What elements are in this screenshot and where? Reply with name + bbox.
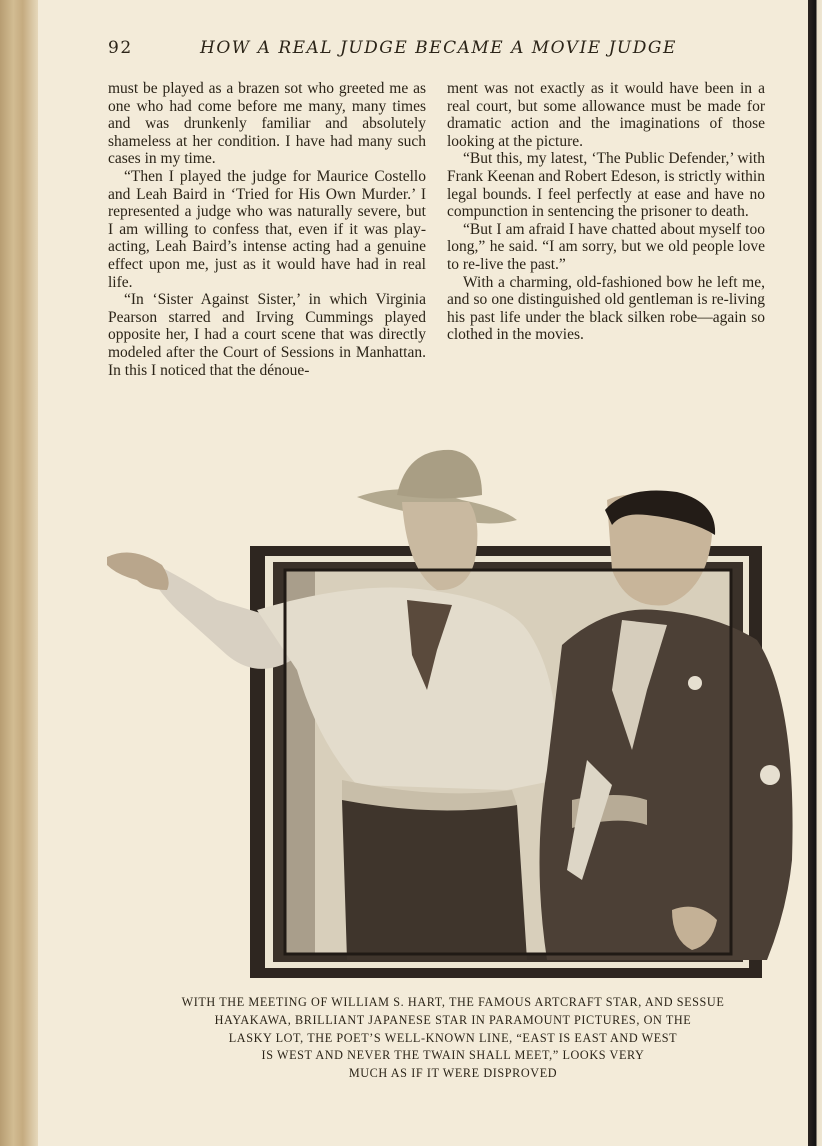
paragraph: With a charming, old-fashioned bow he left me, and so one distinguished old gentleman is re-living his past life under the black silken robe—again so clothed in the movies. — [447, 273, 765, 344]
left-column — [108, 80, 426, 379]
paragraph: “But this, my latest, ‘The Public Defender,’ with Frank Keenan and Robert Edeson, is strictly within legal bounds. I feel perfectly at ease and have no compunction in sentencing the prisoner to death. — [447, 150, 765, 221]
right-column — [447, 80, 765, 344]
caption-line: WITH THE MEETING OF WILLIAM S. HART, THE FAMOUS ARTCRAFT STAR, AND SESSUE — [181, 995, 725, 1009]
paragraph: “In ‘Sister Against Sister,’ in which Virginia Pearson starred and Irving Cummings played opposite her, I had a court scene that was directly modeled after the Court of Sessions in Manhattan. In this I noticed that the dénoue- — [108, 291, 426, 379]
caption-line: IS WEST AND NEVER THE TWAIN SHALL MEET,” LOOKS VERY — [261, 1048, 645, 1063]
magazine-page — [38, 0, 808, 1146]
paragraph: “But I am afraid I have chatted about myself too long,” he said. “I am sorry, but we old people love to re-live the past.” — [447, 220, 765, 273]
paragraph: “Then I played the judge for Maurice Costello and Leah Baird in ‘Tried for His Own Murder.’ I represented a judge who was naturally severe, but I am willing to confess that, even if it was play-acting, Leah Baird’s intense acting had a genuine effect upon me, just as it would have had in real life. — [108, 167, 426, 291]
running-title: HOW A REAL JUDGE BECAME A MOVIE JUDGE — [200, 38, 677, 58]
caption-line: HAYAKAWA, BRILLIANT JAPANESE STAR IN PARAMOUNT PICTURES, ON THE — [214, 1012, 692, 1027]
page-number: 92 — [108, 38, 133, 58]
caption-line: LASKY LOT, THE POET’S WELL-KNOWN LINE, “EAST IS EAST AND WEST — [228, 1030, 678, 1045]
page-edge — [808, 0, 822, 1146]
photo-caption — [118, 994, 788, 1083]
paragraph: must be played as a brazen sot who greeted me as one who had come before me many, many times and was drunkenly familiar and absolutely shameless at her condition. I have had many such cases in my time. — [108, 80, 426, 168]
caption-line: MUCH AS IF IT WERE DISPROVED — [348, 1066, 558, 1081]
page-header — [108, 38, 768, 62]
book-binding — [0, 0, 38, 1146]
paragraph: ment was not exactly as it would have been in a real court, but some allowance must be made for dramatic action and the imaginations of those looking at the picture. — [447, 80, 765, 150]
film-still-photo — [107, 440, 802, 980]
